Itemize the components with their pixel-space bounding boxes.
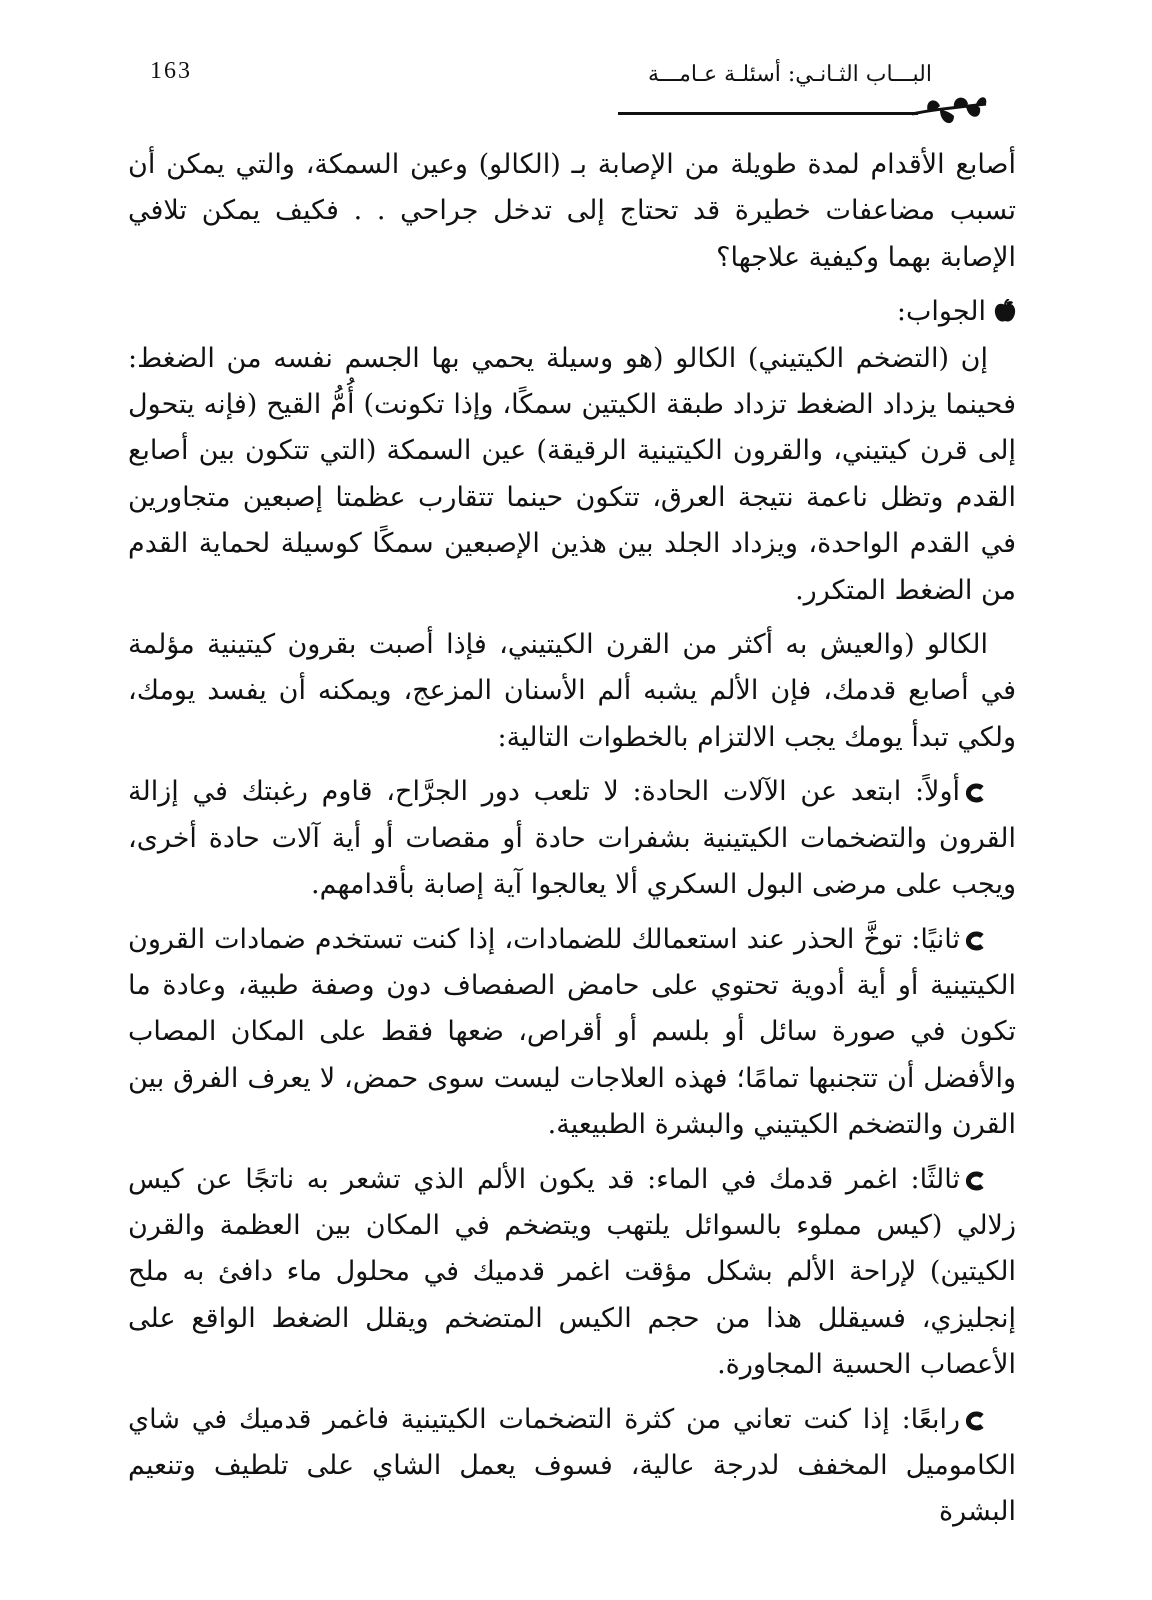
question-text: أصابع الأقدام لمدة طويلة من الإصابة بـ (الكالو) وعين السمكة، والتي يمكن أن تسبب مضاعفات خطيرة قد تحتاج إلى تدخل جراحي . . فكيف يمكن تلافي الإصابة بهما وكيفية علاجها؟	[128, 149, 1016, 273]
step-text: ثانيًا: توخَّ الحذر عند استعمالك للضمادات، إذا كنت تستخدم ضمادات القرون الكيتينية أو أية أدوية تحتوي على حامض الصفصاف دون وصفة طبية، وعادة ما تكون في صورة سائل أو بلسم أو أقراص، ضعها فقط على المكان المصاب والأفضل أن تتجنبها تمامًا؛ فهذه العلاجات ليست سوى حمض، لا يعرف الفرق بين القرن والتضخم الكيتيني والبشرة الطبيعية.	[128, 923, 1016, 1141]
step-text: أولاً: ابتعد عن الآلات الحادة: لا تلعب دور الجرَّاح، قاوم رغبتك في إزالة القرون والتضخمات الكيتينية بشفرات حادة أو مقصات أو أية آلات حادة أخرى، ويجب على مرضى البول السكري ألا يعالجوا آية إصابة بأقدامهم.	[128, 776, 1016, 901]
header-rule	[618, 112, 918, 115]
c-bullet-icon	[966, 783, 988, 803]
running-head-title: البـــاب الثـانـي: أسئلـة عـامـــة	[647, 62, 932, 87]
step-item	[128, 1397, 1016, 1536]
answer-paragraph: إن (التضخم الكيتيني) الكالو (هو وسيلة يحمي بها الجسم نفسه من الضغط: فحينما يزداد الضغط تزداد طبقة الكيتين سمكًا، وإذا تكونت) أُمُّ القيح (فإنه يتحول إلى قرن كيتيني، والقرون الكيتينية الرقيقة) عين السمكة (التي تتكون بين أصابع القدم وتظل ناعمة نتيجة العرق، تتكون حينما تتقارب عظمتا إصبعين متجاورين في القدم الواحدة، ويزداد الجلد بين هذين الإصبعين سمكًا كوسيلة لحماية القدم من الضغط المتكرر.	[128, 342, 1016, 606]
answer-label: الجواب:	[896, 296, 986, 328]
page-number: 163	[150, 58, 192, 84]
c-bullet-icon	[966, 931, 988, 951]
answer-heading	[128, 289, 1016, 335]
c-bullet-icon	[966, 1411, 988, 1431]
step-text: رابعًا: إذا كنت تعاني من كثرة التضخمات الكيتينية فاغمر قدميك في شاي الكاموميل المخفف لدرجة عالية، فسوف يعمل الشاي على تلطيف وتنعيم البشرة	[128, 1403, 1016, 1528]
step-item	[128, 917, 1016, 1149]
apple-icon	[994, 299, 1016, 323]
page-content	[128, 142, 1016, 1536]
step-item	[128, 1157, 1016, 1389]
leaf-branch-ornament-icon	[910, 92, 988, 134]
answer-paragraph: الكالو (والعيش به أكثر من القرن الكيتيني، فإذا أصبت بقرون كيتينية مؤلمة في أصابع قدمك، فإن الألم يشبه ألم الأسنان المزعج، ويمكنه أن يفسد يومك، ولكي تبدأ يومك يجب الالتزام بالخطوات التالية:	[128, 629, 1016, 753]
c-bullet-icon	[966, 1171, 988, 1191]
step-item	[128, 769, 1016, 908]
step-text: ثالثًا: اغمر قدمك في الماء: قد يكون الألم الذي تشعر به ناتجًا عن كيس زلالي (كيس مملوء بالسوائل يلتهب ويتضخم في المكان بين العظمة والقرن الكيتين) لإراحة الألم بشكل مؤقت اغمر قدميك في محلول ماء دافئ به ملح إنجليزي، فسيقلل هذا من حجم الكيس المتضخم ويقلل الضغط الواقع على الأعصاب الحسية المجاورة.	[128, 1163, 1016, 1381]
